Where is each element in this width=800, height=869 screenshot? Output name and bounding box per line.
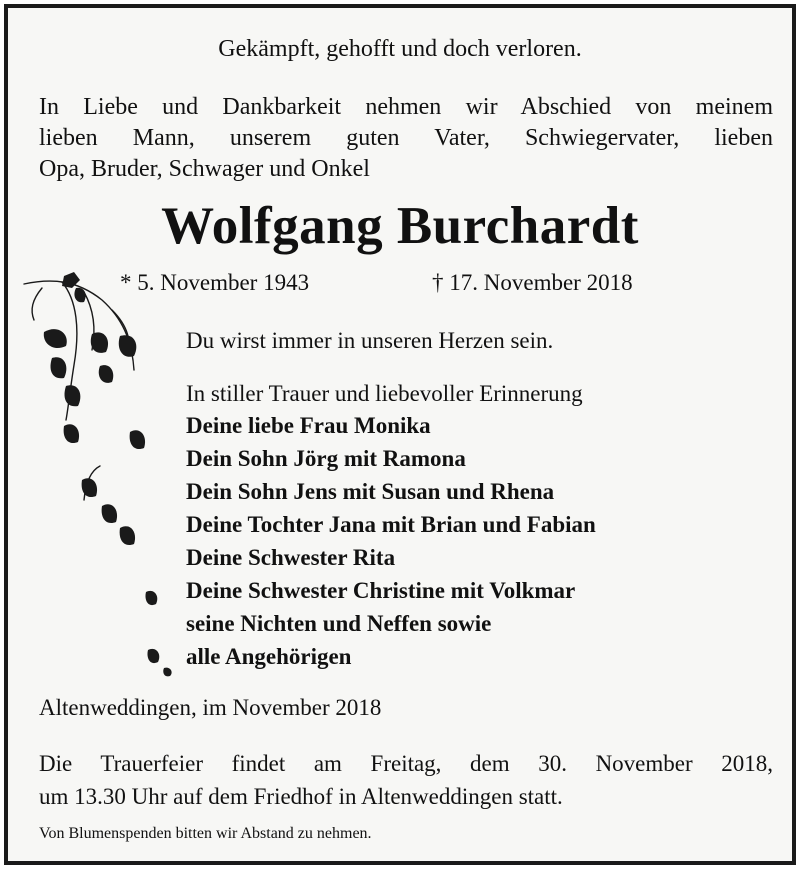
death-date: † 17. November 2018 bbox=[432, 270, 633, 295]
mourner-5: Deine Schwester Rita bbox=[186, 545, 396, 570]
funeral-line-1: Die Trauerfeier findet am Freitag, dem 30. November 2018, bbox=[39, 751, 773, 776]
obituary-notice bbox=[4, 4, 796, 865]
place-date: Altenweddingen, im November 2018 bbox=[39, 695, 382, 720]
deceased-name: Wolfgang Burchardt bbox=[161, 197, 639, 255]
quote: Du wirst immer in unseren Herzen sein. bbox=[186, 328, 554, 353]
motto: Gekämpft, gehofft und doch verloren. bbox=[218, 36, 582, 62]
mourner-2: Dein Sohn Jörg mit Ramona bbox=[186, 446, 466, 471]
funeral-line-2: um 13.30 Uhr auf dem Friedhof in Altenweddingen statt. bbox=[39, 784, 563, 809]
mourner-3: Dein Sohn Jens mit Susan und Rhena bbox=[186, 479, 555, 504]
mourner-8: alle Angehörigen bbox=[186, 644, 352, 669]
flower-note: Von Blumenspenden bitten wir Abstand zu nehmen. bbox=[39, 825, 372, 842]
mourning-intro: In stiller Trauer und liebevoller Erinnerung bbox=[186, 381, 583, 406]
mourner-7: seine Nichten und Neffen sowie bbox=[186, 611, 492, 636]
birch-branch-icon bbox=[22, 270, 182, 690]
mourner-6: Deine Schwester Christine mit Volkmar bbox=[186, 578, 576, 603]
mourner-1: Deine liebe Frau Monika bbox=[186, 413, 431, 438]
mourner-4: Deine Tochter Jana mit Brian und Fabian bbox=[186, 512, 596, 537]
intro-line-3: Opa, Bruder, Schwager und Onkel bbox=[39, 156, 370, 182]
intro-line-2: lieben Mann, unserem guten Vater, Schwiegervater, lieben bbox=[39, 125, 773, 151]
intro-line-1: In Liebe und Dankbarkeit nehmen wir Abschied von meinem bbox=[39, 94, 773, 120]
birth-date: * 5. November 1943 bbox=[120, 270, 310, 295]
